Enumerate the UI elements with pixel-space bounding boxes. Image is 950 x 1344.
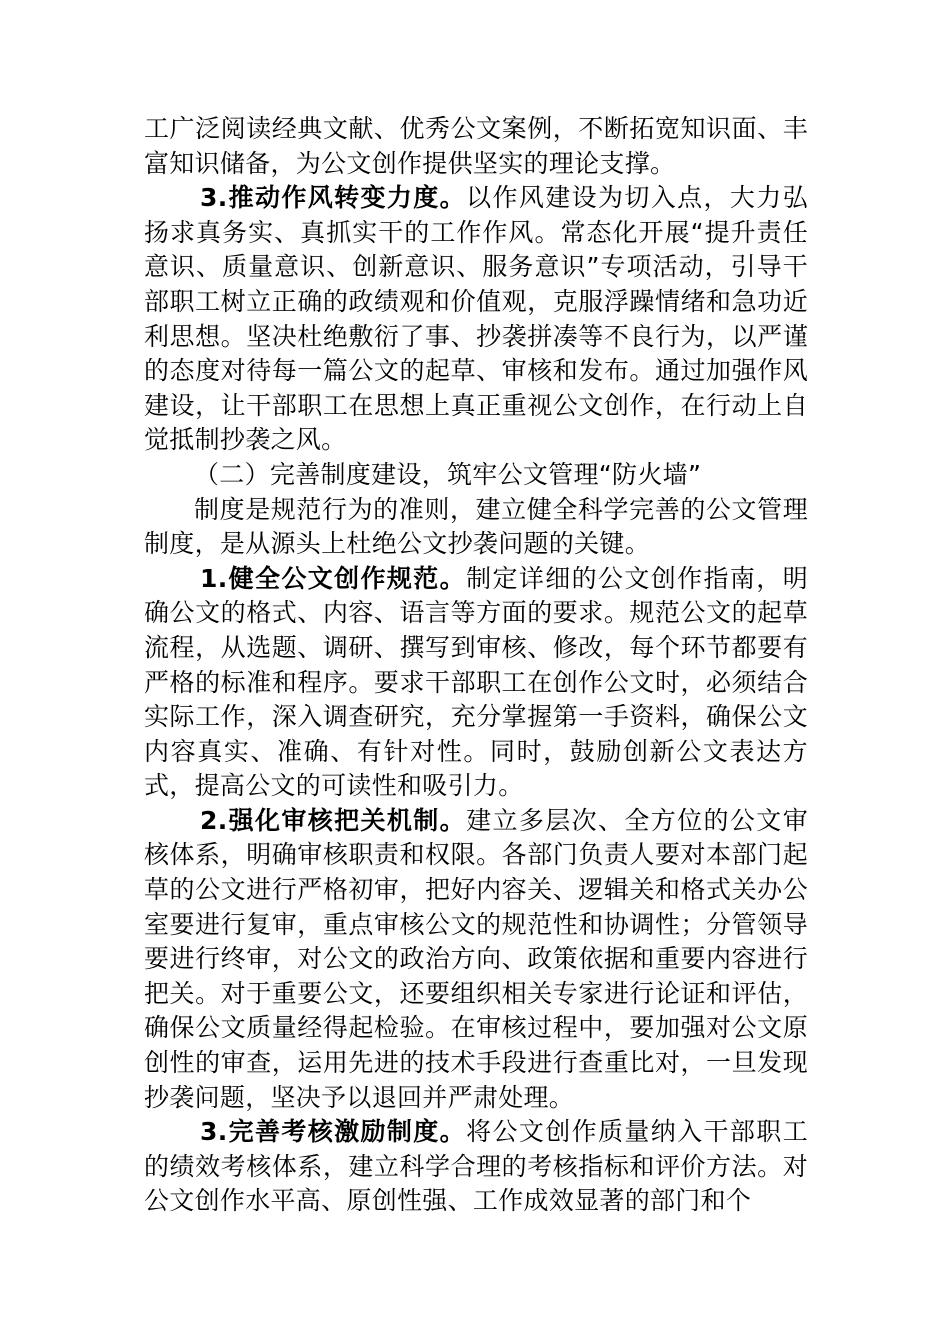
paragraph-item-3-style xyxy=(144,181,808,458)
paragraph-intro xyxy=(144,493,808,562)
paragraph-text: 工广泛阅读经典文献、优秀公文案例，不断拓宽知识面、丰富知识储备，为公文创作提供坚实的理论支撑。 xyxy=(144,114,808,178)
item-heading: 1.健全公文创作规范。 xyxy=(200,563,467,593)
paragraph-item-3-assessment xyxy=(144,1115,808,1219)
paragraph-continuation xyxy=(144,112,808,181)
paragraph-text: 制定详细的公文创作指南，明确公文的格式、内容、语言等方面的要求。规范公文的起草流程，从选题、调研、撰写到审核、修改，每个环节都要有严格的标准和程序。要求干部职工在创作公文时，必须结合实际工作，深入调查研究，充分掌握第一手资料，确保公文内容真实、准确、有针对性。同时，鼓励创新公文表达方式，提高公文的可读性和吸引力。 xyxy=(144,563,808,801)
section-heading xyxy=(144,458,808,493)
paragraph-text: 制度是规范行为的准则，建立健全科学完善的公文管理制度，是从源头上杜绝公文抄袭问题的关键。 xyxy=(144,494,808,559)
paragraph-item-1-norms xyxy=(144,562,808,804)
item-heading: 3.推动作风转变力度。 xyxy=(200,183,467,213)
paragraph-text: 建立多层次、全方位的公文审核体系，明确审核职责和权限。各部门负责人要对本部门起草的公文进行严格初审，把好内容关、逻辑关和格式关办公室要进行复审，重点审核公文的规范性和协调性；分管领导要进行终审，对公文的政治方向、政策依据和重要内容进行把关。对于重要公文，还要组织相关专家进行论证和评估，确保公文质量经得起检验。在审核过程中，要加强对公文原创性的审查，运用先进的技术手段进行查重比对，一旦发现抄袭问题，坚决予以退回并严肃处理。 xyxy=(144,805,808,1112)
document-body xyxy=(144,112,808,1219)
item-heading: 3.完善考核激励制度。 xyxy=(200,1117,467,1147)
paragraph-item-2-review xyxy=(144,804,808,1115)
paragraph-text: 以作风建设为切入点，大力弘扬求真务实、真抓实干的工作作风。常态化开展“提升责任意识、质量意识、创新意识、服务意识”专项活动，引导干部职工树立正确的政绩观和价值观，克服浮躁情绪和急功近利思想。坚决杜绝敷衍了事、抄袭拼凑等不良行为，以严谨的态度对待每一篇公文的起草、审核和发布。通过加强作风建设，让干部职工在思想上真正重视公文创作，在行动上自觉抵制抄袭之风。 xyxy=(144,183,808,455)
section-heading-text: （二）完善制度建设，筑牢公文管理“防火墙” xyxy=(194,459,702,489)
item-heading: 2.强化审核把关机制。 xyxy=(200,805,467,835)
paragraph-text: 将公文创作质量纳入干部职工的绩效考核体系，建立科学合理的考核指标和评价方法。对公文创作水平高、原创性强、工作成效显著的部门和个 xyxy=(144,1117,808,1216)
